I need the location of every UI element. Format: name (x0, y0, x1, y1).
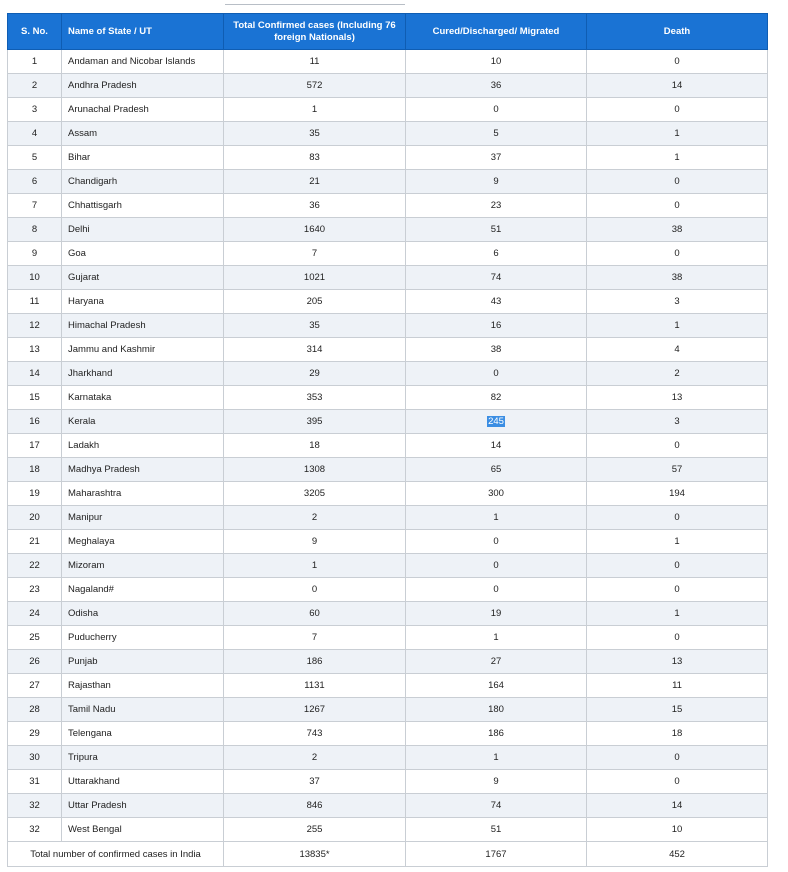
table-row (8, 122, 768, 146)
cell-death: 1 (587, 602, 768, 626)
table-row (8, 578, 768, 602)
cell-death: 14 (587, 794, 768, 818)
cell-sno: 32 (8, 794, 62, 818)
cell-death: 38 (587, 218, 768, 242)
cell-sno: 27 (8, 674, 62, 698)
table-row (8, 554, 768, 578)
cell-death: 0 (587, 194, 768, 218)
header-confirmed: Total Confirmed cases (Including 76 foreign Nationals) (224, 14, 406, 50)
cell-state: Gujarat (62, 266, 224, 290)
cell-cured: 10 (406, 50, 587, 74)
total-label: Total number of confirmed cases in India (8, 842, 224, 867)
cell-cured: 74 (406, 794, 587, 818)
cell-cured: 51 (406, 818, 587, 842)
cell-death: 13 (587, 386, 768, 410)
cell-confirmed: 2 (224, 506, 406, 530)
cell-cured: 1 (406, 626, 587, 650)
cell-state: Rajasthan (62, 674, 224, 698)
cell-state: Meghalaya (62, 530, 224, 554)
cell-death: 194 (587, 482, 768, 506)
cell-confirmed: 353 (224, 386, 406, 410)
cell-death: 2 (587, 362, 768, 386)
cell-confirmed: 60 (224, 602, 406, 626)
cell-sno: 19 (8, 482, 62, 506)
cell-cured: 300 (406, 482, 587, 506)
cell-confirmed: 21 (224, 170, 406, 194)
cell-state: Chandigarh (62, 170, 224, 194)
header-sno: S. No. (8, 14, 62, 50)
total-death: 452 (587, 842, 768, 867)
cell-death: 1 (587, 314, 768, 338)
cell-death: 0 (587, 626, 768, 650)
cell-sno: 28 (8, 698, 62, 722)
cell-confirmed: 83 (224, 146, 406, 170)
cell-state: Mizoram (62, 554, 224, 578)
cell-death: 15 (587, 698, 768, 722)
cell-cured: 9 (406, 170, 587, 194)
cell-confirmed: 7 (224, 242, 406, 266)
cell-sno: 22 (8, 554, 62, 578)
cell-state: Assam (62, 122, 224, 146)
cell-cured: 1 (406, 506, 587, 530)
cell-sno: 15 (8, 386, 62, 410)
table-row (8, 602, 768, 626)
table-row (8, 362, 768, 386)
cell-cured: 186 (406, 722, 587, 746)
cell-cured: 23 (406, 194, 587, 218)
cell-sno: 23 (8, 578, 62, 602)
cell-confirmed: 743 (224, 722, 406, 746)
cell-death: 11 (587, 674, 768, 698)
cell-state: Puducherry (62, 626, 224, 650)
cell-cured: 0 (406, 362, 587, 386)
cell-death: 0 (587, 98, 768, 122)
cell-state: Haryana (62, 290, 224, 314)
table-row (8, 482, 768, 506)
cell-state: Maharashtra (62, 482, 224, 506)
cell-state: Goa (62, 242, 224, 266)
cell-confirmed: 36 (224, 194, 406, 218)
selected-text[interactable]: 245 (488, 416, 504, 427)
cell-cured: 19 (406, 602, 587, 626)
top-divider (225, 0, 405, 5)
cell-sno: 24 (8, 602, 62, 626)
cell-state: Andhra Pradesh (62, 74, 224, 98)
cell-confirmed: 1021 (224, 266, 406, 290)
cell-sno: 31 (8, 770, 62, 794)
table-row (8, 722, 768, 746)
cell-state: Jharkhand (62, 362, 224, 386)
cell-cured: 14 (406, 434, 587, 458)
cell-state: Jammu and Kashmir (62, 338, 224, 362)
cell-state: Madhya Pradesh (62, 458, 224, 482)
cell-death: 18 (587, 722, 768, 746)
cell-death: 4 (587, 338, 768, 362)
cell-death: 14 (587, 74, 768, 98)
table-row (8, 746, 768, 770)
table-row (8, 218, 768, 242)
cell-confirmed: 846 (224, 794, 406, 818)
table-row (8, 266, 768, 290)
cell-death: 13 (587, 650, 768, 674)
cell-confirmed: 11 (224, 50, 406, 74)
header-death: Death (587, 14, 768, 50)
total-confirmed: 13835* (224, 842, 406, 867)
cell-sno: 8 (8, 218, 62, 242)
cell-state: Bihar (62, 146, 224, 170)
cell-confirmed: 29 (224, 362, 406, 386)
header-cured: Cured/Discharged/ Migrated (406, 14, 587, 50)
cell-death: 1 (587, 122, 768, 146)
cell-cured: 9 (406, 770, 587, 794)
header-state: Name of State / UT (62, 14, 224, 50)
cell-death: 0 (587, 50, 768, 74)
cell-confirmed: 314 (224, 338, 406, 362)
cell-cured: 65 (406, 458, 587, 482)
cell-death: 3 (587, 410, 768, 434)
cell-death: 38 (587, 266, 768, 290)
cell-death: 0 (587, 434, 768, 458)
cell-cured: 16 (406, 314, 587, 338)
cell-death: 0 (587, 554, 768, 578)
cell-state: Odisha (62, 602, 224, 626)
cell-cured: 0 (406, 554, 587, 578)
table-row (8, 506, 768, 530)
cell-confirmed: 395 (224, 410, 406, 434)
cell-cured: 1 (406, 746, 587, 770)
table-row (8, 290, 768, 314)
cell-confirmed: 3205 (224, 482, 406, 506)
table-row (8, 314, 768, 338)
cell-cured: 82 (406, 386, 587, 410)
cell-sno: 10 (8, 266, 62, 290)
cell-death: 10 (587, 818, 768, 842)
table-row (8, 818, 768, 842)
cell-confirmed: 1267 (224, 698, 406, 722)
cell-sno: 14 (8, 362, 62, 386)
cell-sno: 16 (8, 410, 62, 434)
cell-confirmed: 7 (224, 626, 406, 650)
cell-sno: 12 (8, 314, 62, 338)
table-row (8, 194, 768, 218)
cell-state: Andaman and Nicobar Islands (62, 50, 224, 74)
total-row (8, 842, 768, 867)
cell-death: 3 (587, 290, 768, 314)
table-row (8, 386, 768, 410)
cell-death: 1 (587, 146, 768, 170)
cell-sno: 29 (8, 722, 62, 746)
table-row (8, 650, 768, 674)
cell-confirmed: 186 (224, 650, 406, 674)
cell-state: Nagaland# (62, 578, 224, 602)
table-row (8, 242, 768, 266)
cell-confirmed: 255 (224, 818, 406, 842)
cell-confirmed: 35 (224, 314, 406, 338)
cell-state: Delhi (62, 218, 224, 242)
table-row (8, 698, 768, 722)
cell-death: 57 (587, 458, 768, 482)
table-row (8, 98, 768, 122)
cell-death: 0 (587, 746, 768, 770)
cell-confirmed: 205 (224, 290, 406, 314)
cell-state: Uttarakhand (62, 770, 224, 794)
table-row (8, 674, 768, 698)
cell-confirmed: 1308 (224, 458, 406, 482)
cell-sno: 21 (8, 530, 62, 554)
cell-confirmed: 9 (224, 530, 406, 554)
cell-state: West Bengal (62, 818, 224, 842)
covid-cases-table (7, 13, 768, 867)
cell-state: Punjab (62, 650, 224, 674)
cell-sno: 20 (8, 506, 62, 530)
cell-death: 0 (587, 242, 768, 266)
total-cured: 1767 (406, 842, 587, 867)
cell-state: Tamil Nadu (62, 698, 224, 722)
cell-sno: 2 (8, 74, 62, 98)
cell-state: Manipur (62, 506, 224, 530)
table-row (8, 458, 768, 482)
cell-state: Karnataka (62, 386, 224, 410)
cell-sno: 13 (8, 338, 62, 362)
cell-state: Chhattisgarh (62, 194, 224, 218)
cell-cured: 38 (406, 338, 587, 362)
cell-sno: 4 (8, 122, 62, 146)
table-row (8, 146, 768, 170)
table-row (8, 170, 768, 194)
cell-state: Himachal Pradesh (62, 314, 224, 338)
cell-state: Uttar Pradesh (62, 794, 224, 818)
cell-cured: 37 (406, 146, 587, 170)
table-row (8, 434, 768, 458)
cell-state: Kerala (62, 410, 224, 434)
cell-sno: 25 (8, 626, 62, 650)
cell-sno: 1 (8, 50, 62, 74)
table-row (8, 530, 768, 554)
cell-death: 0 (587, 578, 768, 602)
cell-confirmed: 1 (224, 554, 406, 578)
table-header-row (8, 14, 768, 50)
cell-sno: 30 (8, 746, 62, 770)
cell-cured: 0 (406, 98, 587, 122)
cell-sno: 5 (8, 146, 62, 170)
cell-state: Arunachal Pradesh (62, 98, 224, 122)
cell-cured: 6 (406, 242, 587, 266)
cell-confirmed: 18 (224, 434, 406, 458)
cell-confirmed: 35 (224, 122, 406, 146)
cell-state: Tripura (62, 746, 224, 770)
cell-state: Telengana (62, 722, 224, 746)
cell-sno: 26 (8, 650, 62, 674)
cell-cured (406, 410, 587, 434)
cell-confirmed: 1640 (224, 218, 406, 242)
table-row (8, 338, 768, 362)
cell-confirmed: 0 (224, 578, 406, 602)
cell-cured: 164 (406, 674, 587, 698)
cell-death: 0 (587, 170, 768, 194)
table-row (8, 74, 768, 98)
table-row (8, 410, 768, 434)
cell-confirmed: 572 (224, 74, 406, 98)
cell-sno: 9 (8, 242, 62, 266)
cell-cured: 0 (406, 578, 587, 602)
cell-cured: 36 (406, 74, 587, 98)
cell-sno: 6 (8, 170, 62, 194)
table-row (8, 794, 768, 818)
cell-confirmed: 1 (224, 98, 406, 122)
cell-death: 0 (587, 770, 768, 794)
cell-cured: 74 (406, 266, 587, 290)
cell-confirmed: 1131 (224, 674, 406, 698)
table-row (8, 770, 768, 794)
cell-cured: 5 (406, 122, 587, 146)
cell-cured: 27 (406, 650, 587, 674)
cell-death: 0 (587, 506, 768, 530)
table-row (8, 50, 768, 74)
cell-cured: 51 (406, 218, 587, 242)
cell-death: 1 (587, 530, 768, 554)
table-row (8, 626, 768, 650)
cell-cured: 43 (406, 290, 587, 314)
cell-sno: 18 (8, 458, 62, 482)
cell-cured: 0 (406, 530, 587, 554)
cell-sno: 32 (8, 818, 62, 842)
cell-sno: 7 (8, 194, 62, 218)
cell-state: Ladakh (62, 434, 224, 458)
cell-sno: 11 (8, 290, 62, 314)
cell-confirmed: 2 (224, 746, 406, 770)
cell-sno: 17 (8, 434, 62, 458)
cell-sno: 3 (8, 98, 62, 122)
cell-confirmed: 37 (224, 770, 406, 794)
cell-cured: 180 (406, 698, 587, 722)
